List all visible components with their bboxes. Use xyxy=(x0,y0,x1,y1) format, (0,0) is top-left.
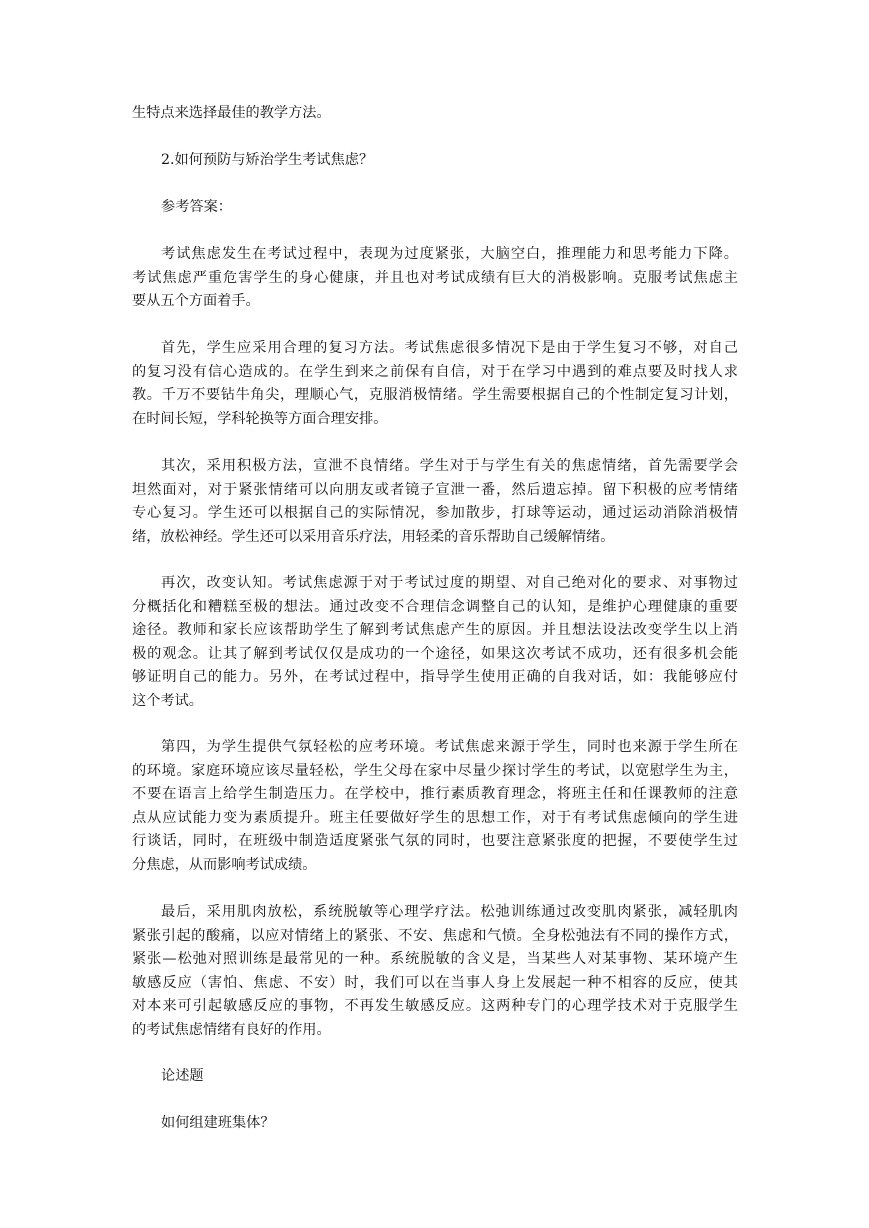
text-line: 分焦虑，从而影响考试成绩。 xyxy=(132,856,317,873)
text-line: 点从应试能力变为素质提升。班主任要做好学生的思想工作，对于有考试焦虑倾向的学生进 xyxy=(132,809,739,826)
text-line: 坦然面对，对于紧张情绪可以向朋友或者镜子宣泄一番，然后遗忘掉。留下积极的应考情绪 xyxy=(132,481,739,498)
text-line: 再次，改变认知。考试焦虑源于对于考试过度的期望、对自己绝对化的要求、对事物过 xyxy=(161,575,740,591)
text-line: 2.如何预防与矫治学生考试焦虑？ xyxy=(161,152,374,168)
question-heading xyxy=(132,149,738,173)
next-question xyxy=(132,1112,738,1136)
text-line: 首先，学生应采用合理的复习方法。考试焦虑很多情况下是由于学生复习不够，对自己 xyxy=(161,340,740,356)
paragraph-third xyxy=(132,572,738,713)
text-line: 途径。教师和家长应该帮助学生了解到考试焦虑产生的原因。并且想法设法改变学生以上消 xyxy=(132,622,739,638)
paragraph-fourth xyxy=(132,736,738,877)
text-line: 的复习没有信心造成的。在学生到来之前保有自信，对于在学习中遇到的难点要及时找人求 xyxy=(132,363,739,380)
reference-answer-label xyxy=(132,196,738,220)
text-line: 紧张—松弛对照训练是最常见的一种。系统脱敏的含义是，当某些人对某事物、某环境产生 xyxy=(132,951,739,967)
text-line: 生特点来选择最佳的教学方法。 xyxy=(132,105,331,121)
text-line: 考试焦虑发生在考试过程中，表现为过度紧张，大脑空白，推理能力和思考能力下降。 xyxy=(161,246,740,262)
text-line: 参考答案： xyxy=(161,199,232,215)
text-line: 论述题 xyxy=(161,1068,204,1084)
text-line: 专心复习。学生还可以根据自己的实际情况，参加散步，打球等运动，通过运动消除消极情 xyxy=(132,505,739,521)
text-line: 这个考试。 xyxy=(132,692,203,709)
text-line: 行谈话，同时，在班级中制造适度紧张气氛的同时，也要注意紧张度的把握，不要使学生过 xyxy=(132,833,739,849)
paragraph-first xyxy=(132,337,738,431)
text-line: 第四，为学生提供气氛轻松的应考环境。考试焦虑来源于学生，同时也来源于学生所在 xyxy=(161,739,740,755)
continuation-line xyxy=(132,102,738,126)
text-line: 其次，采用积极方法，宣泄不良情绪。学生对于与学生有关的焦虑情绪，首先需要学会 xyxy=(161,458,740,474)
section-heading xyxy=(132,1065,738,1089)
text-line: 考试焦虑严重危害学生的身心健康，并且也对考试成绩有巨大的消极影响。克服考试焦虑主 xyxy=(132,269,739,286)
text-line: 分概括化和糟糕至极的想法。通过改变不合理信念调整自己的认知，是维护心理健康的重要 xyxy=(132,598,739,615)
text-line: 绪，放松神经。学生还可以采用音乐疗法，用轻柔的音乐帮助自己缓解情绪。 xyxy=(132,528,615,545)
text-line: 在时间长短，学科轮换等方面合理安排。 xyxy=(132,410,388,427)
text-line: 对本来可引起敏感反应的事物，不再发生敏感反应。这两种专门的心理学技术对于克服学生 xyxy=(132,998,739,1014)
text-line: 的环境。家庭环境应该尽量轻松，学生父母在家中尽量少探讨学生的考试，以宽慰学生为主， xyxy=(132,762,739,779)
paragraph-second xyxy=(132,455,738,549)
text-line: 的考试焦虑情绪有良好的作用。 xyxy=(132,1021,331,1038)
paragraph-intro xyxy=(132,243,738,314)
text-line: 敏感反应（害怕、焦虑、不安）时，我们可以在当事人身上发展起一种不相容的反应，使其 xyxy=(132,974,739,991)
text-line: 如何组建班集体？ xyxy=(161,1115,275,1131)
text-line: 紧张引起的酸痛，以应对情绪上的紧张、不安、焦虑和气愤。全身松弛法有不同的操作方式， xyxy=(132,927,739,944)
text-line: 最后，采用肌肉放松，系统脱敏等心理学疗法。松弛训练通过改变肌肉紧张，减轻肌肉 xyxy=(161,904,740,920)
text-line: 不要在语言上给学生制造压力。在学校中，推行素质教育理念，将班主任和任课教师的注意 xyxy=(132,786,739,802)
text-line: 要从五个方面着手。 xyxy=(132,293,260,309)
paragraph-last xyxy=(132,901,738,1042)
text-line: 极的观念。让其了解到考试仅仅是成功的一个途径，如果这次考试不成功，还有很多机会能 xyxy=(132,645,739,662)
text-line: 教。千万不要钻牛角尖，理顺心气，克服消极情绪。学生需要根据自己的个性制定复习计划， xyxy=(132,387,739,403)
text-line: 够证明自己的能力。另外，在考试过程中，指导学生使用正确的自我对话，如：我能够应付 xyxy=(132,669,739,685)
